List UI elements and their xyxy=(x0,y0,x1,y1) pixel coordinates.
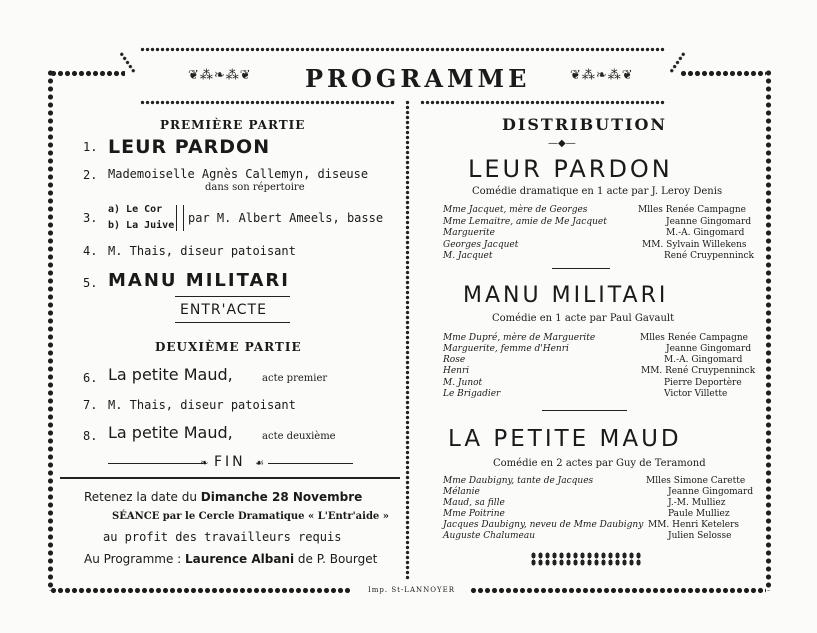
role: Auguste Chalumeau xyxy=(443,531,536,541)
item-la-juive: b) La Juive xyxy=(108,220,175,231)
item-ameels: par M. Albert Ameels, basse xyxy=(188,211,384,225)
role: Mme Poitrine xyxy=(443,509,505,519)
actor: MM. René Cruypenninck xyxy=(641,366,756,376)
fin-rule-right xyxy=(268,463,353,464)
role: Mme Jacquet, mère de Georges xyxy=(443,205,588,215)
actor: Jeanne Gingomard xyxy=(666,217,752,227)
entracte-rule-top xyxy=(175,296,290,297)
notice-author: de P. Bourget xyxy=(297,552,378,566)
role: M. Junot xyxy=(443,378,483,388)
role: Mme Lemaitre, amie de Me Jacquet xyxy=(443,217,607,227)
chain-ornament-icon xyxy=(530,552,642,566)
border-chain-bottom-right xyxy=(470,586,766,595)
item-maud-1: La petite Maud, xyxy=(108,365,233,384)
printer-imprint: Imp. St-LANNOYER xyxy=(368,586,456,594)
actor: René Cruypenninck xyxy=(664,251,755,261)
fin-rule-left xyxy=(108,463,203,464)
play-title-la-petite-maud: LA PETITE MAUD xyxy=(448,426,682,452)
item-maud-2-note: acte deuxième xyxy=(262,431,336,442)
separator-1 xyxy=(552,268,610,269)
part2-heading: DEUXIÈME PARTIE xyxy=(155,340,302,354)
item-leur-pardon: LEUR PARDON xyxy=(108,136,271,158)
role: Marguerite, femme d'Henri xyxy=(443,344,569,354)
actor: Victor Villette xyxy=(664,389,728,399)
heading-ornament-icon: —◆— xyxy=(548,138,576,149)
role: Rose xyxy=(443,355,466,365)
item-number: 5. xyxy=(83,276,98,290)
ornament-right-icon: ❦⁂❧⁂❦ xyxy=(570,68,634,83)
separator-2 xyxy=(542,410,627,411)
border-chain-top-right xyxy=(680,69,766,78)
actor: J.-M. Mulliez xyxy=(668,498,726,508)
item-thais: M. Thais, diseur patoisant xyxy=(108,244,296,258)
actor: Jeanne Gingomard xyxy=(668,487,754,497)
item-number: 4. xyxy=(83,244,98,258)
part1-heading: PREMIÈRE PARTIE xyxy=(160,118,306,132)
actor: Julien Selosse xyxy=(668,531,732,541)
actor: Jeanne Gingomard xyxy=(666,344,752,354)
role: Le Brigadier xyxy=(443,389,501,399)
notice-date: Dimanche 28 Novembre xyxy=(200,490,363,504)
notice-profit: au profit des travailleurs requis xyxy=(103,530,342,544)
play-subtitle: Comédie dramatique en 1 acte par J. Leroy Denis xyxy=(472,186,723,197)
entracte-label: ENTR'ACTE xyxy=(180,302,267,318)
actor: Mlles Simone Carette xyxy=(646,476,746,486)
header-frame-bottom-left xyxy=(140,100,395,105)
item-number: 2. xyxy=(83,168,98,182)
role: Georges Jacquet xyxy=(443,240,519,250)
fin-label: FIN xyxy=(214,454,246,470)
border-chain-top-left xyxy=(50,69,125,78)
fin-flourish-right-icon: ☙ xyxy=(255,458,264,469)
play-subtitle: Comédie en 2 actes par Guy de Teramond xyxy=(493,458,706,469)
role: Mme Daubigny, tante de Jacques xyxy=(443,476,594,486)
header-frame-top xyxy=(140,47,665,52)
role: Henri xyxy=(443,366,470,376)
item-manu-militari: MANU MILITARI xyxy=(108,270,290,291)
center-divider xyxy=(405,100,410,580)
item-maud-1-note: acte premier xyxy=(262,373,328,384)
item-callemyn-sub: dans son répertoire xyxy=(205,182,305,193)
item-number: 7. xyxy=(83,398,98,412)
item-number: 6. xyxy=(83,371,98,385)
actor: MM. Sylvain Willekens xyxy=(642,240,747,250)
role: Marguerite xyxy=(443,228,495,238)
notice-rule xyxy=(60,477,400,479)
brace-icon xyxy=(176,205,184,231)
distribution-heading: DISTRIBUTION xyxy=(502,115,668,134)
notice-line1-prefix: Retenez la date du xyxy=(84,490,197,504)
border-chain-right xyxy=(764,69,773,591)
item-number: 8. xyxy=(83,429,98,443)
fin-flourish-left-icon: ❧ xyxy=(200,458,209,469)
notice-programme-label: Au Programme : xyxy=(84,552,182,566)
actor: Mlles Renée Campagne xyxy=(640,333,748,343)
notice-seance: SÉANCE par le Cercle Dramatique « L'Entr'aide » xyxy=(112,511,390,522)
notice-play-title: Laurence Albani xyxy=(185,552,295,566)
role: Mélanie xyxy=(443,487,480,497)
play-subtitle: Comédie en 1 acte par Paul Gavault xyxy=(492,313,675,324)
ornament-left-icon: ❦⁂❧⁂❦ xyxy=(188,68,252,83)
item-thais-2: M. Thais, diseur patoisant xyxy=(108,398,296,412)
role: Maud, sa fille xyxy=(443,498,505,508)
header-frame-bottom-right xyxy=(420,100,665,105)
actor: MM. Henri Ketelers xyxy=(648,520,740,530)
role: Jacques Daubigny, neveu de Mme Daubigny xyxy=(443,520,644,530)
border-chain-bottom-left xyxy=(50,586,350,595)
item-le-cor: a) Le Cor xyxy=(108,204,163,215)
item-number: 3. xyxy=(83,211,98,225)
entracte-rule-bottom xyxy=(175,322,290,323)
actor: M.-A. Gingomard xyxy=(664,355,743,365)
notice-line1 xyxy=(84,490,362,504)
item-callemyn: Mademoiselle Agnès Callemyn, diseuse xyxy=(108,167,369,181)
actor: Paule Mulliez xyxy=(668,509,730,519)
role: Mme Dupré, mère de Marguerite xyxy=(443,333,596,343)
play-title-leur-pardon: LEUR PARDON xyxy=(468,155,673,183)
item-number: 1. xyxy=(83,140,98,154)
role: M. Jacquet xyxy=(443,251,493,261)
border-chain-left xyxy=(46,69,55,591)
actor: Mlles Renée Campagne xyxy=(638,205,746,215)
item-maud-2: La petite Maud, xyxy=(108,423,233,442)
notice-line4 xyxy=(84,552,377,566)
actor: M.-A. Gingomard xyxy=(666,228,745,238)
play-title-manu-militari: MANU MILITARI xyxy=(463,283,669,308)
actor: Pierre Deportère xyxy=(664,378,742,388)
page-title: PROGRAMME xyxy=(305,64,531,93)
